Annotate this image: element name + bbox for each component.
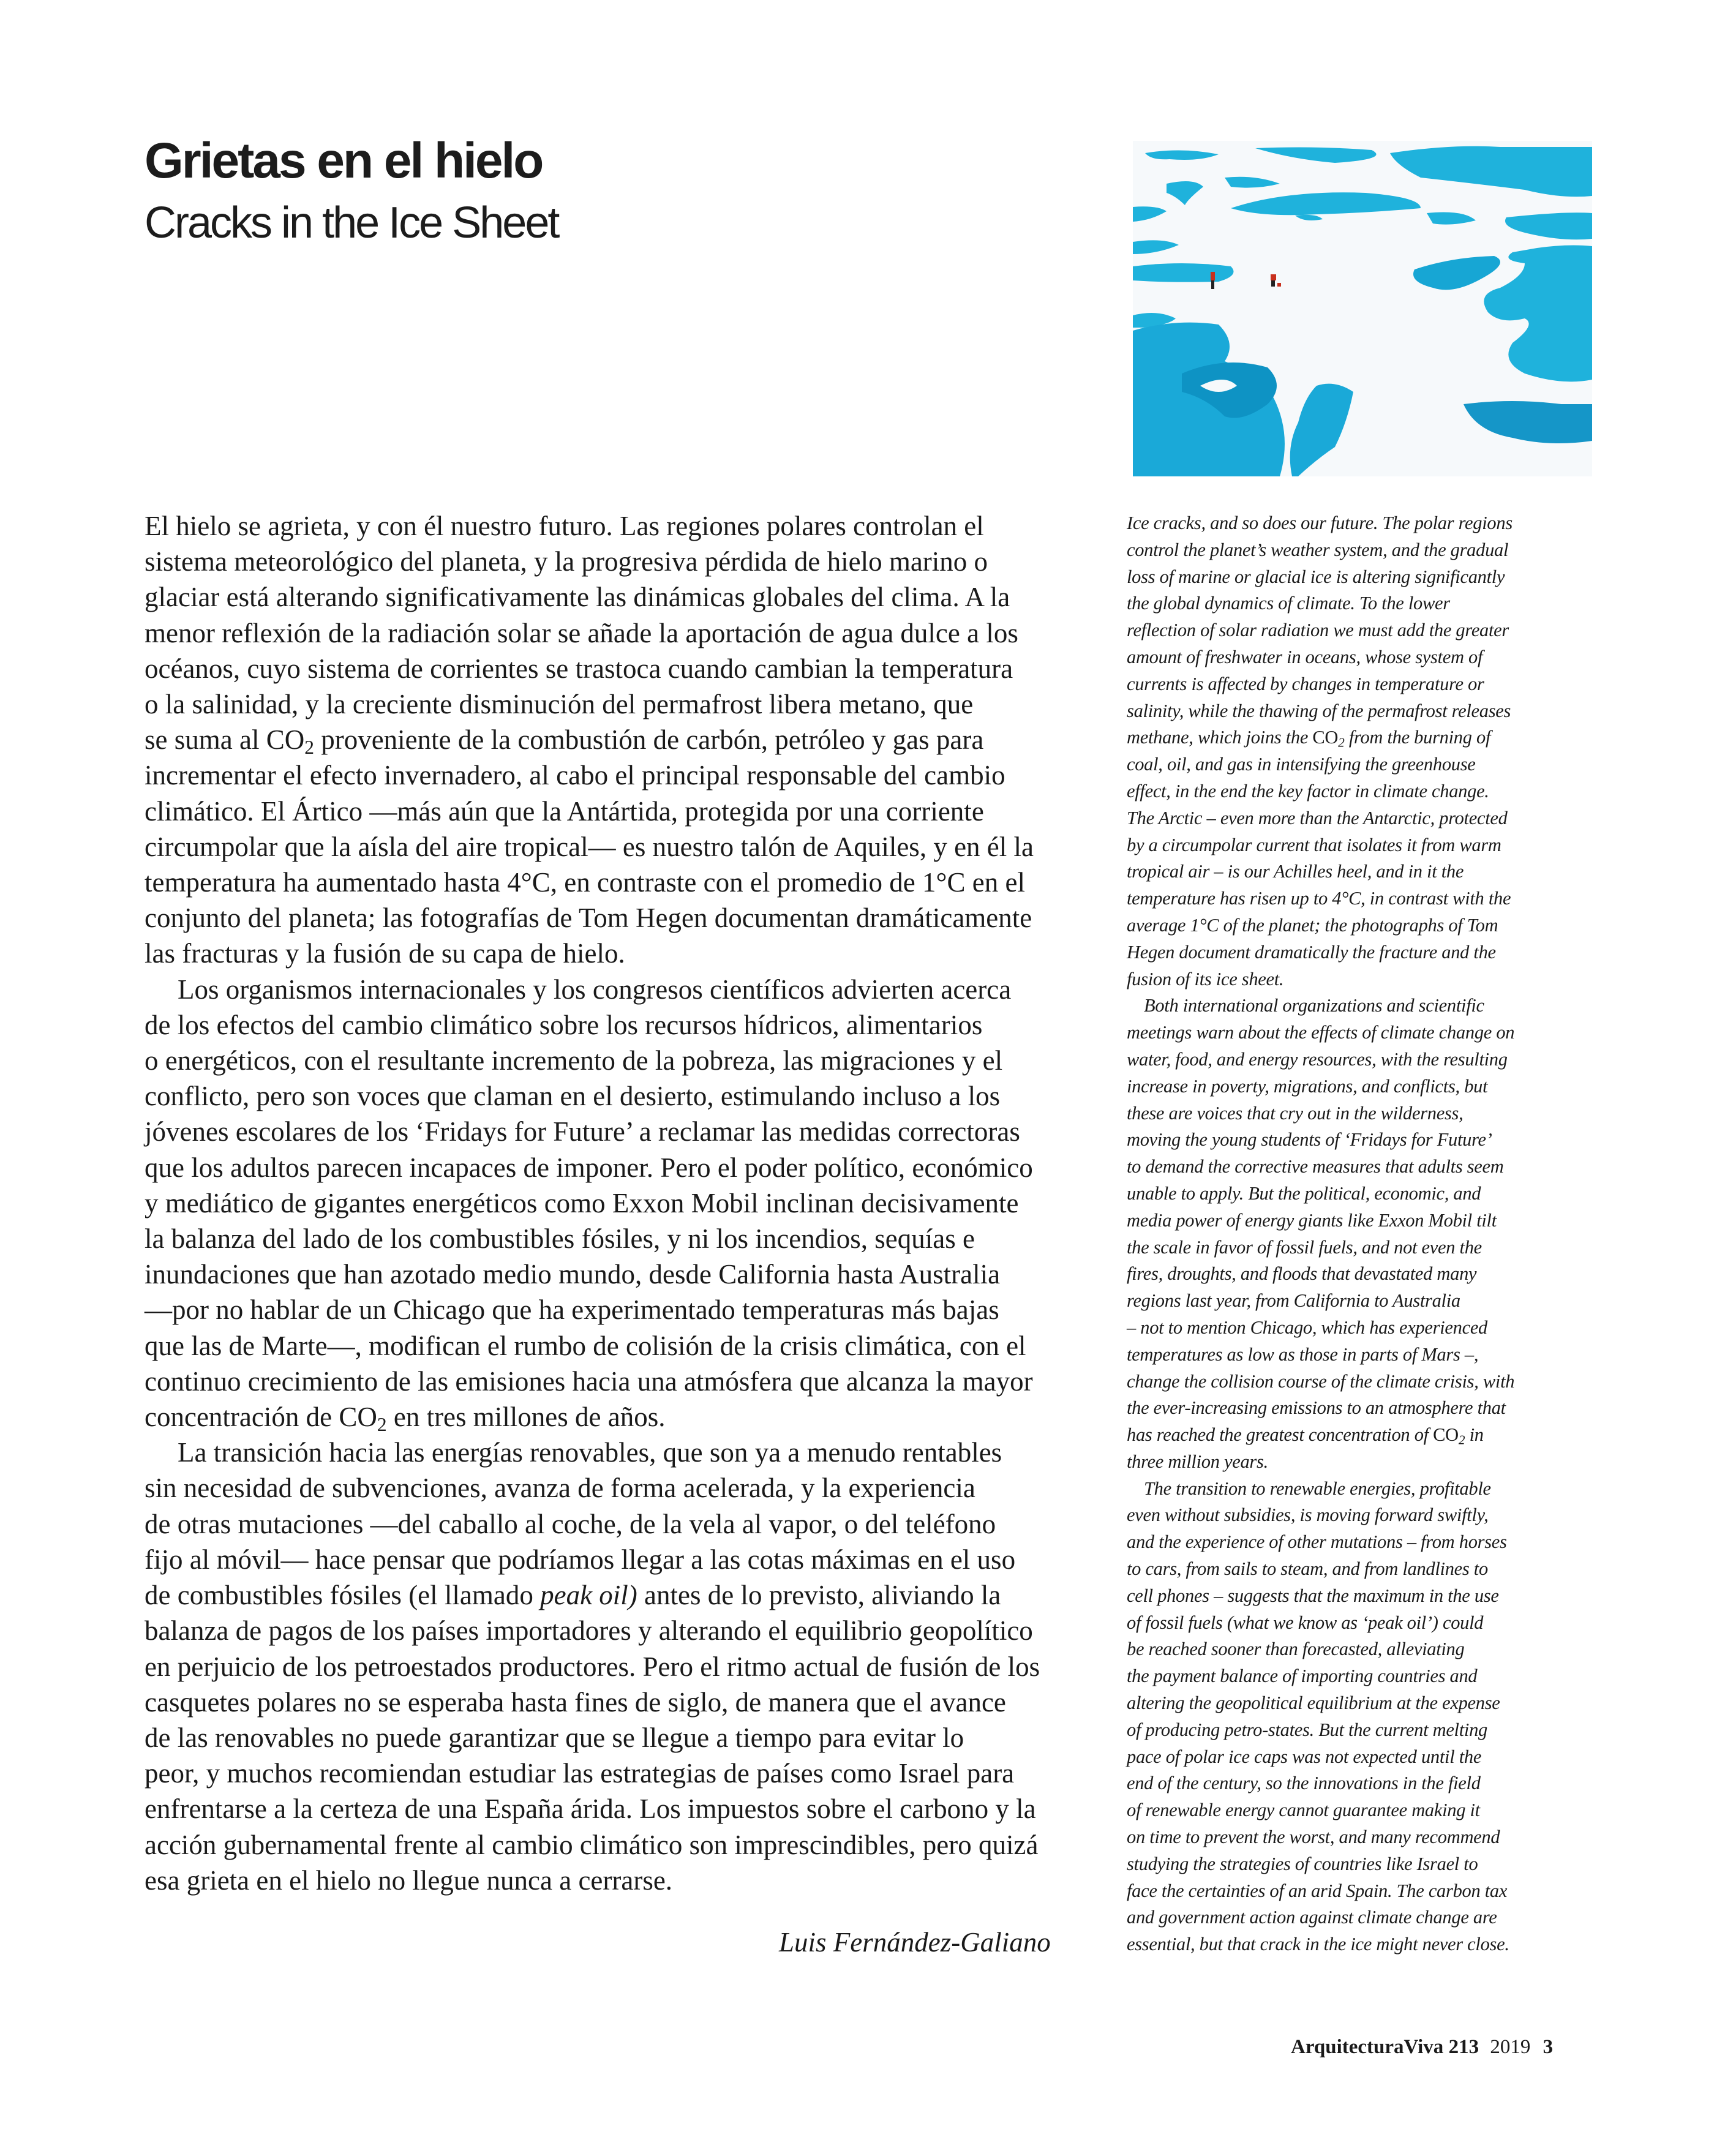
text-line [1127, 1851, 1617, 1878]
text-line [1127, 1663, 1617, 1690]
text-segment: and government action against climate change are [1127, 1907, 1497, 1928]
text-segment: reflection of solar radiation we must add the greater [1127, 620, 1509, 641]
title-english: Cracks in the Ice Sheet [145, 198, 558, 247]
text-segment: loss of marine or glacial ice is altering significantly [1127, 566, 1505, 587]
publication-year: 2019 [1490, 2036, 1531, 2058]
text-segment: essential, but that crack in the ice might never close. [1127, 1934, 1509, 1955]
text-segment: studying the strategies of countries like Israel to [1127, 1853, 1478, 1874]
text-segment: average 1°C of the planet; the photographs of Tom [1127, 914, 1498, 936]
text-segment: even without subsidies, is moving forward swiftly, [1127, 1504, 1489, 1526]
text-line [1127, 939, 1617, 966]
text-segment: Ice cracks, and so does our future. The polar regions [1127, 513, 1512, 533]
title-block [145, 133, 558, 247]
text-segment: y mediático de gigantes energéticos como Exxon Mobil inclinan decisivamente [145, 1187, 1019, 1219]
text-line [145, 1221, 1100, 1256]
text-line [145, 1256, 1100, 1292]
text-segment: glaciar está alterando significativamente las dinámicas globales del clima. A la [145, 582, 1010, 613]
text-line [145, 1435, 1100, 1470]
text-line [145, 1863, 1100, 1898]
text-segment: —por no hablar de un Chicago que ha experimentado temperaturas más bajas [145, 1294, 999, 1326]
text-line [1127, 1288, 1617, 1315]
text-line [145, 1506, 1100, 1542]
ice-photo-illustration [1133, 141, 1592, 476]
author-signature: Luis Fernández-Galiano [779, 1927, 1051, 1958]
text-line [1127, 1797, 1617, 1824]
text-line [1127, 617, 1617, 644]
text-line [145, 1328, 1100, 1364]
text-segment: altering the geopolitical equilibrium at the expense [1127, 1692, 1500, 1714]
text-line [1127, 1261, 1617, 1288]
text-line [145, 1150, 1100, 1185]
text-segment: end of the century, so the innovations in the field [1127, 1773, 1481, 1794]
text-segment: meetings warn about the effects of climate change on [1127, 1022, 1515, 1043]
text-line [1127, 1234, 1617, 1261]
subscript: 2 [304, 737, 314, 759]
text-line [1127, 1073, 1617, 1100]
text-segment: salinity, while the thawing of the permafrost releases [1127, 700, 1511, 721]
text-segment: currents is affected by changes in temperature or [1127, 673, 1484, 694]
text-line [145, 757, 1100, 793]
text-segment: Hegen document dramatically the fracture and the [1127, 941, 1496, 963]
text-segment: of fossil fuels (what we know as ‘peak oil’) could [1127, 1612, 1484, 1633]
issue-number: 213 [1448, 2036, 1479, 2058]
text-segment: Both international organizations and scientific [1144, 995, 1484, 1016]
text-line [1127, 1395, 1617, 1422]
text-segment: – not to mention Chicago, which has experienced [1127, 1316, 1488, 1338]
text-segment: climático. El Ártico —más aún que la Antártida, protegida por una corriente [145, 795, 984, 827]
text-segment: océanos, cuyo sistema de corrientes se trastoca cuando cambian la temperatura [145, 653, 1013, 684]
text-line [1127, 644, 1617, 671]
text-line [1127, 1904, 1617, 1931]
text-line [1127, 1770, 1617, 1797]
text-line [145, 1649, 1100, 1684]
page-footer [1291, 2036, 1553, 2059]
text-line [1127, 858, 1617, 885]
text-segment: three million years. [1127, 1451, 1268, 1472]
text-segment: concentración de CO [145, 1402, 377, 1433]
text-line [1127, 1449, 1617, 1476]
text-segment: se suma al CO [145, 724, 305, 756]
text-line [145, 1007, 1100, 1043]
text-segment: unable to apply. But the political, economic, and [1127, 1182, 1481, 1204]
subscript: 2 [1338, 735, 1345, 750]
text-segment: effect, in the end the key factor in climate change. [1127, 780, 1489, 802]
subscript: 2 [377, 1413, 387, 1435]
text-segment: en perjuicio de los petroestados productores. Pero el ritmo actual de fusión de los [145, 1651, 1040, 1682]
text-segment: Los organismos internacionales y los congresos científicos advierten acerca [178, 974, 1012, 1005]
text-line [1127, 724, 1617, 751]
arctic-ice-photo [1133, 141, 1592, 476]
text-segment: The Arctic – even more than the Antarctic, protected [1127, 807, 1508, 828]
text-segment: fijo al móvil— hace pensar que podríamos llegar a las cotas máximas en el uso [145, 1544, 1016, 1575]
text-segment: tropical air – is our Achilles heel, and in it the [1127, 861, 1464, 882]
text-segment: de combustibles fósiles (el llamado [145, 1580, 541, 1611]
text-line [1127, 912, 1617, 939]
text-line [145, 1542, 1100, 1577]
text-line [1127, 778, 1617, 805]
text-segment: proveniente de la combustión de carbón, petróleo y gas para [314, 724, 984, 756]
text-segment: de los efectos del cambio climático sobre los recursos hídricos, alimentarios [145, 1009, 983, 1040]
text-segment: from the burning of [1344, 727, 1491, 748]
text-line [1127, 1342, 1617, 1369]
text-segment: on time to prevent the worst, and many recommend [1127, 1827, 1500, 1848]
text-segment: increase in poverty, migrations, and conflicts, but [1127, 1075, 1488, 1097]
text-line [1127, 1476, 1617, 1503]
text-segment: water, food, and energy resources, with the resulting [1127, 1048, 1508, 1070]
text-line [145, 900, 1100, 936]
text-segment: face the certainties of an arid Spain. The carbon tax [1127, 1880, 1508, 1901]
text-segment: amount of freshwater in oceans, whose system of [1127, 646, 1483, 667]
text-line [145, 579, 1100, 615]
text-segment: these are voices that cry out in the wilderness, [1127, 1102, 1464, 1124]
text-segment: cell phones – suggests that the maximum in the use [1127, 1585, 1499, 1606]
text-segment: incrementar el efecto invernadero, al cabo el principal responsable del cambio [145, 760, 1005, 791]
text-line [1127, 1931, 1617, 1958]
text-segment: El hielo se agrieta, y con él nuestro futuro. Las regiones polares controlan el [145, 511, 984, 541]
text-segment: la balanza del lado de los combustibles fósiles, y ni los incendios, sequías e [145, 1223, 975, 1255]
text-line [1127, 1369, 1617, 1395]
article-english [1127, 510, 1617, 1958]
article-spanish [145, 508, 1100, 1898]
text-line [145, 1577, 1100, 1613]
text-segment: las fracturas y la fusión de su capa de hielo. [145, 938, 625, 969]
text-segment: inundaciones que han azotado medio mundo, desde California hasta Australia [145, 1259, 1001, 1290]
text-line [145, 1043, 1100, 1078]
text-line [1127, 751, 1617, 778]
text-line [1127, 993, 1617, 1020]
text-line [145, 508, 1100, 544]
text-segment: the global dynamics of climate. To the lower [1127, 593, 1450, 614]
text-segment: be reached sooner than forecasted, alleviating [1127, 1639, 1465, 1660]
emphasis: peak oil) [540, 1580, 637, 1611]
text-segment: control the planet’s weather system, and the gradual [1127, 539, 1509, 560]
text-segment: sin necesidad de subvenciones, avanza de forma acelerada, y la experiencia [145, 1473, 975, 1504]
title-spanish: Grietas en el hielo [145, 133, 543, 189]
text-segment: de otras mutaciones —del caballo al coche, de la vela al vapor, o del teléfono [145, 1508, 996, 1539]
text-segment: temperature has risen up to 4°C, in contrast with the [1127, 888, 1511, 909]
text-line [1127, 1878, 1617, 1905]
text-line [145, 1078, 1100, 1114]
text-segment: methane, which joins the [1127, 727, 1313, 748]
text-segment: en tres millones de años. [386, 1402, 666, 1433]
text-segment: temperatures as low as those in parts of Mars –, [1127, 1343, 1479, 1365]
text-line [145, 1364, 1100, 1399]
text-line [145, 1292, 1100, 1327]
text-segment: o la salinidad, y la creciente disminución del permafrost libera metano, que [145, 689, 974, 720]
text-segment: que los adultos parecen incapaces de imponer. Pero el poder político, económico [145, 1152, 1033, 1183]
text-segment: and the experience of other mutations – from horses [1127, 1531, 1507, 1553]
text-line [1127, 805, 1617, 832]
text-segment: the ever-increasing emissions to an atmosphere that [1127, 1397, 1506, 1419]
text-line [1127, 1636, 1617, 1663]
text-line [1127, 1717, 1617, 1744]
text-line [1127, 1744, 1617, 1771]
text-line [1127, 1422, 1617, 1449]
text-line [1127, 1020, 1617, 1046]
text-line [145, 722, 1100, 757]
text-line [145, 829, 1100, 865]
text-segment: change the collision course of the climate crisis, with [1127, 1370, 1515, 1392]
text-segment: pace of polar ice caps was not expected until the [1127, 1746, 1482, 1767]
text-segment: o energéticos, con el resultante incremento de la pobreza, las migraciones y el [145, 1045, 1003, 1076]
text-segment: acción gubernamental frente al cambio climático son imprescindibles, pero quizá [145, 1829, 1039, 1860]
text-segment: peor, y muchos recomiendan estudiar las estrategias de países como Israel para [145, 1758, 1015, 1789]
chemical-formula: CO [1433, 1424, 1459, 1446]
text-segment: sistema meteorológico del planeta, y la progresiva pérdida de hielo marino o [145, 546, 988, 577]
page-number: 3 [1542, 2036, 1554, 2058]
text-segment: conflicto, pero son voces que claman en el desierto, estimulando incluso a los [145, 1081, 1001, 1112]
text-line [1127, 1046, 1617, 1073]
text-line [1127, 1207, 1617, 1234]
text-segment: balanza de pagos de los países importadores y alterando el equilibrio geopolítico [145, 1615, 1033, 1647]
text-line [1127, 966, 1617, 993]
text-line [145, 936, 1100, 971]
text-line [1127, 1583, 1617, 1610]
text-segment: to demand the corrective measures that adults seem [1127, 1156, 1504, 1177]
text-line [1127, 1100, 1617, 1127]
text-segment: que las de Marte—, modifican el rumbo de colisión de la crisis climática, con el [145, 1330, 1026, 1361]
text-segment: casquetes polares no se esperaba hasta fines de siglo, de manera que el avance [145, 1686, 1006, 1718]
text-segment: by a circumpolar current that isolates it from warm [1127, 834, 1501, 855]
text-segment: La transición hacia las energías renovables, que son ya a menudo rentables [178, 1437, 1002, 1468]
text-line [145, 1720, 1100, 1756]
text-segment: has reached the greatest concentration of [1127, 1424, 1434, 1446]
text-segment: to cars, from sails to steam, and from landlines to [1127, 1558, 1488, 1580]
text-line [1127, 1556, 1617, 1583]
text-segment: antes de lo previsto, aliviando la [637, 1580, 1001, 1611]
text-line [145, 865, 1100, 900]
text-line [145, 651, 1100, 686]
text-line [1127, 564, 1617, 591]
text-line [145, 1185, 1100, 1221]
text-line [1127, 1154, 1617, 1181]
text-segment: media power of energy giants like Exxon Mobil tilt [1127, 1209, 1497, 1231]
text-line [1127, 885, 1617, 912]
text-segment: jóvenes escolares de los ‘Fridays for Future’ a reclamar las medidas correctoras [145, 1116, 1020, 1147]
text-line [1127, 832, 1617, 859]
text-segment: moving the young students of ‘Fridays for Future’ [1127, 1129, 1492, 1151]
text-line [145, 972, 1100, 1007]
text-line [145, 1791, 1100, 1827]
text-segment: of producing petro-states. But the current melting [1127, 1719, 1487, 1740]
text-segment: fusion of its ice sheet. [1127, 968, 1284, 990]
text-segment: esa grieta en el hielo no llegue nunca a cerrarse. [145, 1864, 673, 1896]
text-line [145, 544, 1100, 579]
text-segment: of renewable energy cannot guarantee making it [1127, 1800, 1480, 1821]
chemical-formula: CO [1312, 727, 1339, 748]
text-segment: continuo crecimiento de las emisiones hacia una atmósfera que alcanza la mayor [145, 1365, 1033, 1397]
text-segment: conjunto del planeta; las fotografías de Tom Hegen documentan dramáticamente [145, 903, 1032, 934]
text-line [1127, 1315, 1617, 1342]
subscript: 2 [1458, 1432, 1465, 1448]
text-line [1127, 1502, 1617, 1529]
text-segment: temperatura ha aumentado hasta 4°C, en contraste con el promedio de 1°C en el [145, 867, 1025, 898]
text-line [145, 1114, 1100, 1149]
text-line [1127, 698, 1617, 725]
text-line [145, 794, 1100, 829]
magazine-name: ArquitecturaViva [1291, 2036, 1444, 2058]
text-line [145, 1827, 1100, 1863]
text-segment: regions last year, from California to Australia [1127, 1290, 1460, 1312]
text-segment: circumpolar que la aísla del aire tropical— es nuestro talón de Aquiles, y en él la [145, 831, 1034, 862]
text-line [145, 686, 1100, 722]
text-line [1127, 1529, 1617, 1556]
text-line [1127, 1610, 1617, 1637]
text-segment: in [1465, 1424, 1484, 1446]
text-line [1127, 1181, 1617, 1207]
text-line [1127, 590, 1617, 617]
text-line [145, 1399, 1100, 1435]
text-segment: coal, oil, and gas in intensifying the greenhouse [1127, 754, 1476, 775]
text-line [1127, 1690, 1617, 1717]
text-line [1127, 510, 1617, 537]
text-segment: de las renovables no puede garantizar que se llegue a tiempo para evitar lo [145, 1722, 964, 1753]
text-segment: menor reflexión de la radiación solar se añade la aportación de agua dulce a los [145, 617, 1018, 648]
text-line [1127, 1824, 1617, 1851]
text-line [145, 1613, 1100, 1648]
text-segment: enfrentarse a la certeza de una España árida. Los impuestos sobre el carbono y la [145, 1793, 1036, 1825]
text-segment: the payment balance of importing countries and [1127, 1665, 1478, 1687]
text-segment: fires, droughts, and floods that devastated many [1127, 1263, 1477, 1285]
text-line [145, 615, 1100, 651]
text-line [145, 1756, 1100, 1791]
text-line [145, 1470, 1100, 1506]
text-segment: the scale in favor of fossil fuels, and not even the [1127, 1236, 1482, 1258]
text-line [1127, 671, 1617, 698]
text-line [1127, 537, 1617, 564]
text-line [145, 1684, 1100, 1720]
text-segment: The transition to renewable energies, profitable [1144, 1478, 1491, 1499]
text-line [1127, 1127, 1617, 1154]
